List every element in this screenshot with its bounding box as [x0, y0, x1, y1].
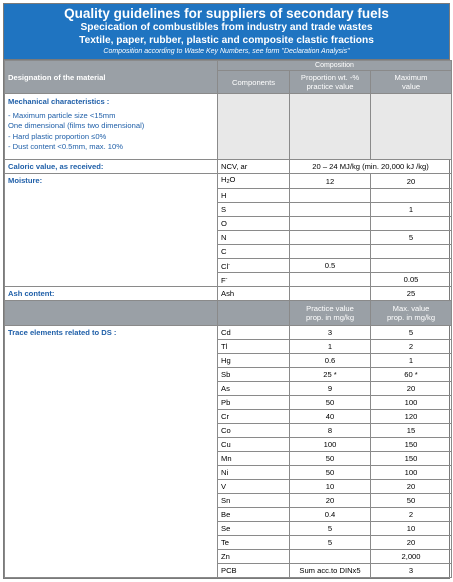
trace-practice-value: 0.4 [290, 508, 371, 522]
moisture-max-value: 5 [371, 231, 452, 245]
trace-practice-value: 8 [290, 424, 371, 438]
maximum-header [371, 71, 452, 94]
trace-component: Cr [218, 410, 290, 424]
mechanical-components-cell [218, 94, 290, 160]
proportion-header-line1: Proportion wt. -% [300, 72, 360, 82]
mechanical-line: - Maximum particle size <15mm [8, 110, 116, 120]
component-symbol: Cl [221, 261, 229, 271]
mechanical-title: Mechanical characteristics : [8, 97, 110, 106]
moisture-component [218, 231, 290, 245]
ash-practice-value [290, 287, 371, 301]
trace-practice-value: 10 [290, 480, 371, 494]
calorific-value: 20 – 24 MJ/kg (min. 20,000 kJ /kg) [290, 160, 452, 174]
ash-max-value: 25 [371, 287, 452, 301]
maximum-header-line1: Maximum [394, 72, 428, 82]
trace-component: Mn [218, 452, 290, 466]
maximum-header-line2: value [401, 82, 421, 91]
component-symbol: O [221, 219, 227, 228]
moisture-max-value: 1 [371, 203, 452, 217]
trace-max-header-line2: prop. in mg/kg [386, 313, 436, 322]
quality-guidelines-sheet [3, 3, 450, 579]
mechanical-characteristics [5, 94, 218, 160]
moisture-practice-value: 12 [290, 174, 371, 189]
moisture-max-value [371, 245, 452, 259]
trace-practice-value: 20 [290, 494, 371, 508]
trace-max-value: 10 [371, 522, 452, 536]
page-title: Quality guidelines for suppliers of secondary fuels [64, 6, 389, 21]
trace-component: Cd [218, 326, 290, 340]
moisture-practice-value [290, 203, 371, 217]
trace-practice-value: 1 [290, 340, 371, 354]
component-symbol: S [221, 205, 227, 214]
trace-practice-header [290, 301, 371, 326]
component-superscript: - [228, 261, 231, 268]
proportion-header [290, 71, 371, 94]
trace-component: Co [218, 424, 290, 438]
moisture-component [218, 217, 290, 231]
trace-practice-header-line2: prop. in mg/kg [305, 313, 355, 322]
proportion-header-line2: practice value [306, 82, 354, 91]
trace-max-value: 50 [371, 494, 452, 508]
specification-table [4, 60, 452, 578]
moisture-component [218, 245, 290, 259]
moisture-component [218, 189, 290, 203]
trace-component: Pb [218, 396, 290, 410]
trace-max-value: 5 [371, 326, 452, 340]
trace-practice-value: 5 [290, 522, 371, 536]
mechanical-line: One dimensional (films two dimensional) [8, 121, 145, 130]
components-header: Components [218, 71, 290, 94]
trace-practice-value: 5 [290, 536, 371, 550]
trace-component: Se [218, 522, 290, 536]
trace-label: Trace elements related to DS : [5, 326, 218, 578]
header-banner [4, 4, 449, 60]
trace-max-value: 60 * [371, 368, 452, 382]
subtitle-specification: Specication of combustibles from industry and trade wastes [80, 22, 373, 33]
calorific-component: NCV, ar [218, 160, 290, 174]
trace-component: Ni [218, 466, 290, 480]
trace-practice-value [290, 550, 371, 564]
mechanical-row [5, 94, 452, 160]
trace-component: Te [218, 536, 290, 550]
designation-header: Designation of the material [5, 61, 218, 94]
component-subscript: 2 [226, 179, 230, 185]
trace-component: Be [218, 508, 290, 522]
trace-practice-value: 0.6 [290, 354, 371, 368]
moisture-practice-value [290, 245, 371, 259]
trace-practice-value: 3 [290, 326, 371, 340]
moisture-practice-value: 0.5 [290, 259, 371, 273]
moisture-component [218, 203, 290, 217]
trace-component: Zn [218, 550, 290, 564]
calorific-label: Caloric value, as received: [5, 160, 218, 174]
trace-max-value: 150 [371, 438, 452, 452]
calorific-row [5, 160, 452, 174]
trace-max-value: 20 [371, 480, 452, 494]
moisture-component [218, 174, 290, 189]
moisture-label: Moisture: [5, 174, 218, 287]
trace-max-value: 20 [371, 382, 452, 396]
ash-row [5, 287, 452, 301]
trace-practice-value: 40 [290, 410, 371, 424]
trace-max-value: 150 [371, 452, 452, 466]
trace-practice-value: 50 [290, 452, 371, 466]
trace-component: Sb [218, 368, 290, 382]
trace-component: V [218, 480, 290, 494]
moisture-practice-value [290, 231, 371, 245]
mechanical-max-cell [371, 94, 452, 160]
trace-practice-value: 50 [290, 396, 371, 410]
trace-component: As [218, 382, 290, 396]
moisture-max-value: 0.05 [371, 273, 452, 287]
component-superscript: - [225, 275, 228, 282]
mechanical-line: - Hard plastic proportion ≤0% [8, 131, 107, 141]
trace-component: Sn [218, 494, 290, 508]
mechanical-line: - Dust content <0.5mm, max. 10% [8, 142, 124, 151]
mechanical-practice-cell [290, 94, 371, 160]
moisture-row [5, 174, 452, 189]
trace-row [5, 326, 452, 340]
moisture-component [218, 259, 290, 273]
trace-max-value: 2 [371, 340, 452, 354]
trace-practice-value: 9 [290, 382, 371, 396]
trace-max-value: 100 [371, 396, 452, 410]
moisture-max-value [371, 259, 452, 273]
trace-max-value: 20 [371, 536, 452, 550]
ash-label: Ash content: [5, 287, 218, 301]
trace-max-value: 15 [371, 424, 452, 438]
trace-max-header-line1: Max. value [392, 303, 430, 313]
trace-component: PCB [218, 564, 290, 578]
trace-max-value: 2,000 [371, 550, 452, 564]
trace-max-value: 100 [371, 466, 452, 480]
component-symbol: N [221, 233, 227, 242]
component-symbol: C [221, 247, 227, 256]
component-symbol: F [221, 275, 226, 285]
trace-max-header [371, 301, 452, 326]
trace-component: Cu [218, 438, 290, 452]
subtitle-fractions: Textile, paper, rubber, plastic and composite clastic fractions [79, 35, 374, 46]
trace-practice-value: Sum acc.to DINx5 [290, 564, 371, 578]
moisture-component [218, 273, 290, 287]
trace-header-row [5, 301, 452, 326]
trace-component: Hg [218, 354, 290, 368]
trace-practice-value: 100 [290, 438, 371, 452]
component-tail: O [229, 175, 236, 184]
subtitle-composition-note: Composition according to Waste Key Numbers, see form "Declaration Analysis" [103, 48, 350, 55]
moisture-max-value: 20 [371, 174, 452, 189]
trace-header-components-blank [218, 301, 290, 326]
component-symbol: H [221, 175, 227, 184]
moisture-max-value [371, 217, 452, 231]
composition-header: Composition [218, 61, 452, 71]
trace-practice-value: 50 [290, 466, 371, 480]
trace-component: Tl [218, 340, 290, 354]
trace-max-value: 2 [371, 508, 452, 522]
component-symbol: H [221, 191, 227, 200]
trace-practice-header-line1: Practice value [306, 303, 354, 313]
table-head-row-1 [5, 61, 452, 71]
trace-header-blank [5, 301, 218, 326]
trace-max-value: 3 [371, 564, 452, 578]
trace-max-value: 1 [371, 354, 452, 368]
moisture-max-value [371, 189, 452, 203]
moisture-practice-value [290, 273, 371, 287]
trace-max-value: 120 [371, 410, 452, 424]
ash-component: Ash [218, 287, 290, 301]
moisture-practice-value [290, 189, 371, 203]
trace-practice-value: 25 * [290, 368, 371, 382]
moisture-practice-value [290, 217, 371, 231]
